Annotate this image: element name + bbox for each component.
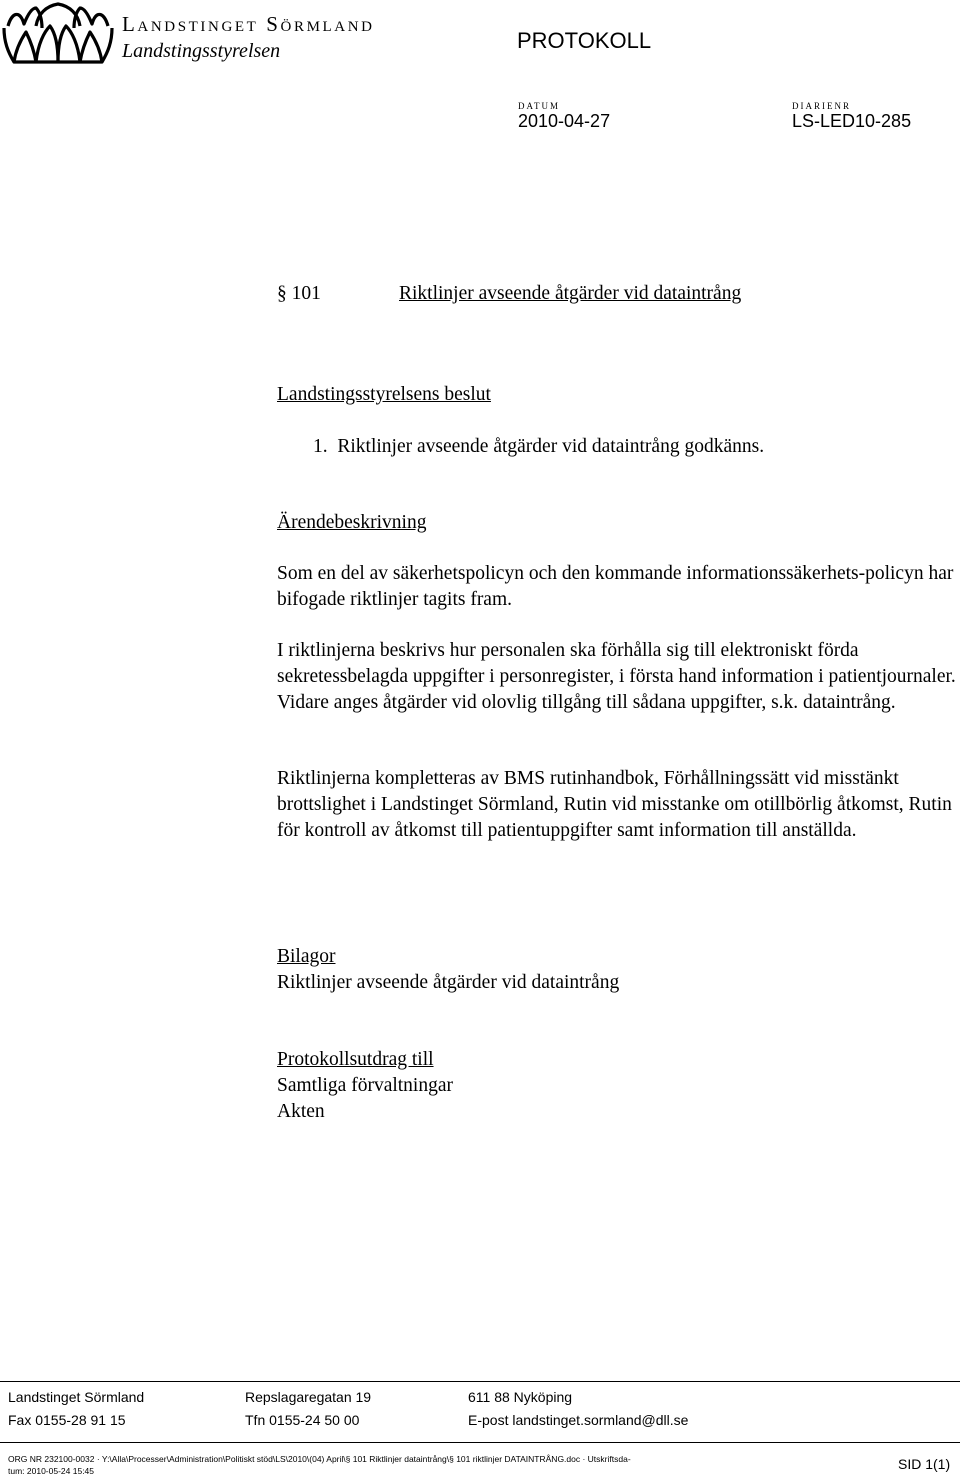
organization-subtitle: Landstingsstyrelsen (122, 40, 281, 62)
footer-fax: Fax 0155-28 91 15 (8, 1412, 126, 1428)
section-number: § 101 (277, 283, 321, 304)
description-paragraph-1: Som en del av säkerhetspolicyn och den kommande informationssäkerhets-policyn har bifogade riktlinjer tagits fram. (277, 563, 954, 610)
footer-divider (0, 1381, 960, 1382)
tulip-crown-logo-icon (2, 2, 114, 66)
extract-item: Akten (277, 1101, 325, 1122)
footer-phone: Tfn 0155-24 50 00 (245, 1412, 360, 1428)
document-type: PROTOKOLL (517, 28, 652, 53)
attachments-heading: Bilagor (277, 946, 336, 967)
description-paragraph-2: I riktlinjerna beskrivs hur personalen ska förhålla sig till elektroniskt förda sekretessbelagda uppgifter i personregister, i första hand information i patientjournaler. Vidare anges åtgärder vid olovlig tillgång till sådana uppgifter, s.k. dataintrång. (277, 640, 956, 713)
footer-email: E-post landstinget.sormland@dll.se (468, 1412, 689, 1428)
diarie-label: DIARIENR (792, 101, 851, 111)
section-title: Riktlinjer avseende åtgärder vid dataintrång (399, 283, 742, 304)
footer-meta-line-2: tum: 2010-05-24 15:45 (8, 1466, 95, 1476)
extract-heading: Protokollsutdrag till (277, 1049, 434, 1070)
diarie-value: LS-LED10-285 (792, 111, 912, 131)
description-paragraph-3: Riktlinjerna kompletteras av BMS rutinhandbok, Förhållningssätt vid misstänkt brottslighet i Landstinget Sörmland, Rutin vid misstanke om otillbörlig åtkomst, Rutin för kontroll av åtkomst till patientuppgifter samt information till anställda. (277, 768, 952, 841)
footer-divider-2 (0, 1442, 960, 1443)
footer-org: Landstinget Sörmland (8, 1389, 145, 1405)
organization-name: Landstinget Sörmland (122, 12, 375, 36)
decision-heading: Landstingsstyrelsens beslut (277, 384, 491, 405)
description-heading: Ärendebeskrivning (277, 512, 427, 533)
footer-meta-line-1: ORG NR 232100-0032 · Y:\Alla\Processer\Administration\Politiskt stöd\LS\2010\(04) April\§ 101 Riktlinjer dataintrång\§ 101 riktlinjer DATAINTRÅNG.doc · Utskriftsda- (8, 1454, 631, 1464)
footer-street: Repslagaregatan 19 (245, 1389, 372, 1405)
attachment-item: Riktlinjer avseende åtgärder vid dataintrång (277, 972, 620, 993)
extract-item: Samtliga förvaltningar (277, 1075, 453, 1096)
decision-item: 1. Riktlinjer avseende åtgärder vid dataintrång godkänns. (313, 436, 765, 457)
date-value: 2010-04-27 (518, 111, 611, 131)
date-label: DATUM (518, 101, 561, 111)
page-number: SID 1(1) (898, 1456, 951, 1472)
footer-postal: 611 88 Nyköping (468, 1389, 573, 1405)
